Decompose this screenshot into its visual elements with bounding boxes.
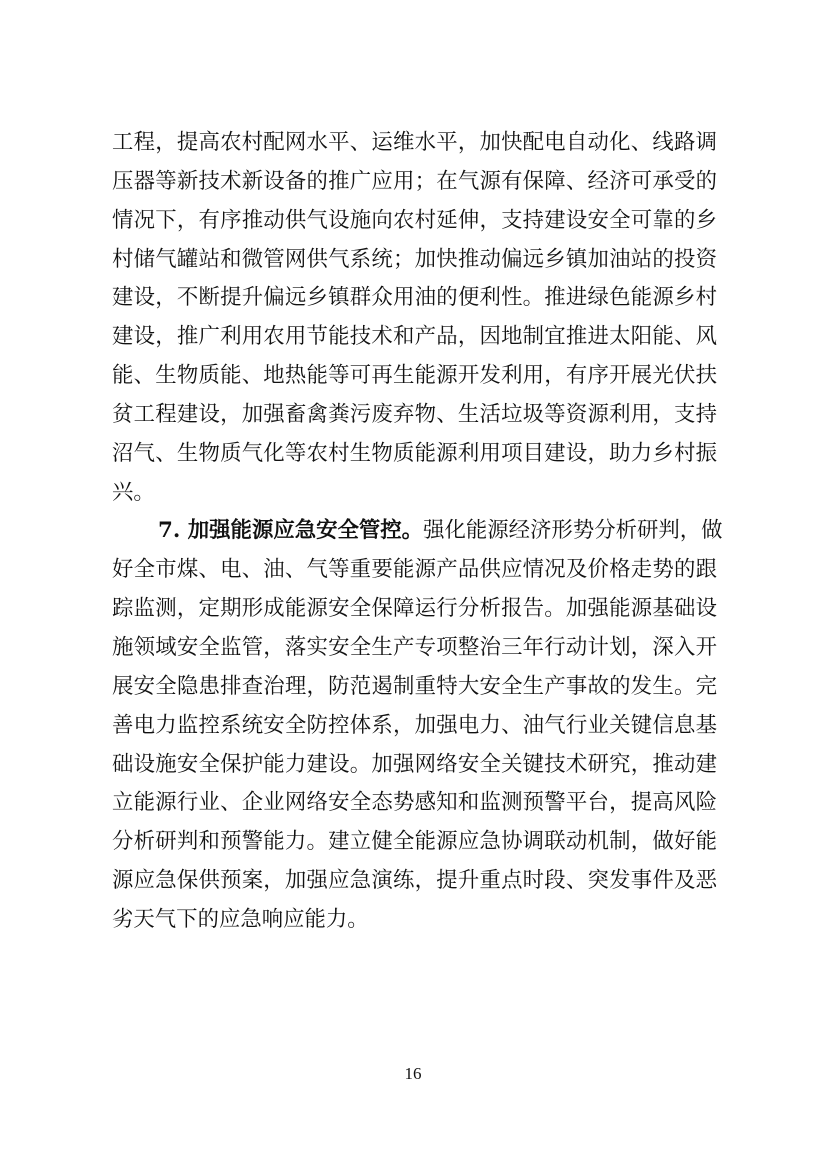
text-line: 分析研判和预警能力。建立健全能源应急协调联动机制，做好能: [112, 829, 717, 855]
text-line: 兴。: [112, 479, 155, 505]
text-line: [112, 512, 723, 551]
text-line: 踪监测，定期形成能源安全保障运行分析报告。加强能源基础设: [112, 596, 717, 622]
text-line: 善电力监控系统安全防控体系，加强电力、油气行业关键信息基: [112, 712, 717, 738]
text-line: 能、生物质能、地热能等可再生能源开发利用，有序开展光伏扶: [112, 363, 717, 389]
text-span: 强化能源经济形势分析研判，做: [423, 518, 723, 544]
text-line: 础设施安全保护能力建设。加强网络安全关键技术研究，推动建: [112, 751, 717, 777]
text-line: 展安全隐患排查治理，防范遏制重特大安全生产事故的发生。完: [112, 673, 717, 699]
paragraph-rural-energy: [112, 124, 717, 512]
text-line: 好全市煤、电、油、气等重要能源产品供应情况及价格走势的跟: [112, 557, 717, 583]
text-line: 村储气罐站和微管网供气系统；加快推动偏远乡镇加油站的投资: [112, 246, 717, 272]
text-line: 施领域安全监管，落实安全生产专项整治三年行动计划，深入开: [112, 634, 717, 660]
page-number: 16: [404, 1064, 422, 1083]
text-line: 压器等新技术新设备的推广应用；在气源有保障、经济可承受的: [112, 168, 717, 194]
text-line: 沼气、生物质气化等农村生物质能源利用项目建设，助力乡村振: [112, 440, 717, 466]
text-line: 建设，推广利用农用节能技术和产品，因地制宜推进太阳能、风: [112, 324, 717, 350]
text-line: 建设，不断提升偏远乡镇群众用油的便利性。推进绿色能源乡村: [112, 285, 717, 311]
text-line: 工程，提高农村配网水平、运维水平，加快配电自动化、线路调: [112, 130, 717, 155]
text-line: 源应急保供预案，加强应急演练，提升重点时段、突发事件及恶: [112, 868, 717, 894]
document-body: [112, 124, 723, 940]
paragraph-energy-emergency-security: [112, 512, 723, 939]
text-line: 情况下，有序推动供气设施向农村延伸，支持建设安全可靠的乡: [112, 207, 717, 233]
text-line: 贫工程建设，加强畜禽粪污废弃物、生活垃圾等资源利用，支持: [112, 401, 717, 427]
text-line: 劣天气下的应急响应能力。: [112, 906, 369, 932]
section-heading: 7. 加强能源应急安全管控。: [158, 518, 424, 544]
text-line: 立能源行业、企业网络安全态势感知和监测预警平台，提高风险: [112, 790, 717, 816]
